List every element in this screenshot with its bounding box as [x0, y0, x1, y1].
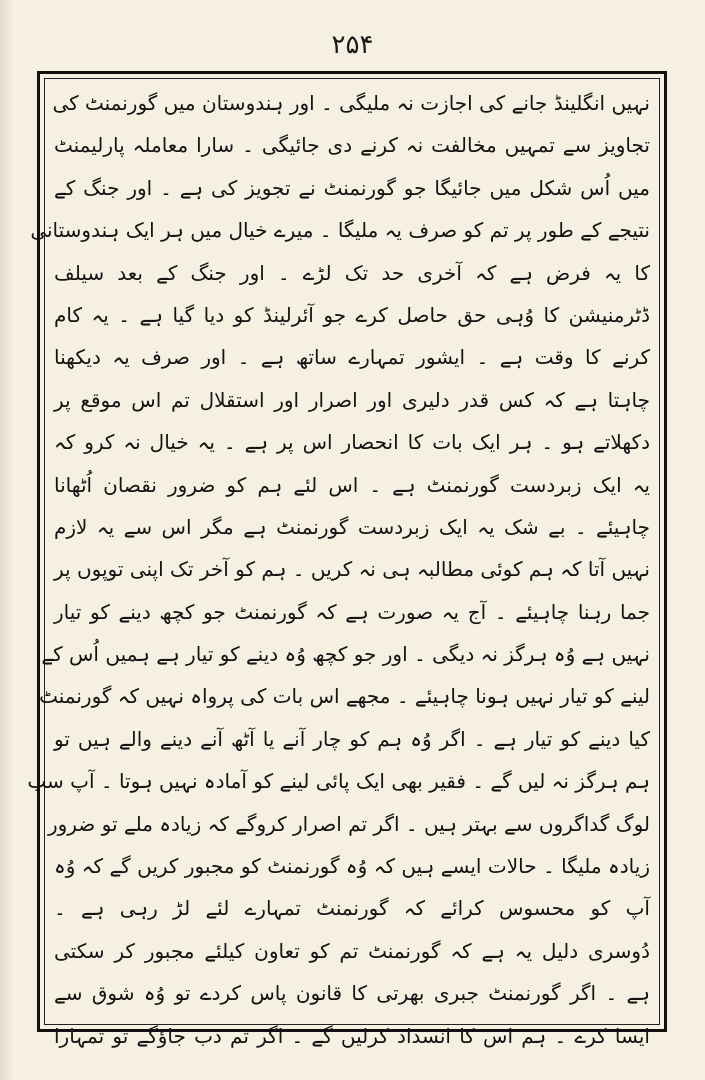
text-line: آپ کو محسوس کرائے کہ گورنمنٹ تمہارے لئے لڑ رہی ہے ۔ — [54, 896, 650, 921]
text-line: جما رہنا چاہیئے ۔ آج یہ صورت ہے کہ گورنمنٹ جو کچھ دینے کو تیار — [54, 599, 650, 624]
text-line: ہے ۔ اگر گورنمنٹ جبری بھرتی کا قانون پاس کردے تو وُہ شوق سے — [54, 981, 650, 1006]
text-line: کرنے کا وقت ہے ۔ ایشور تمہارے ساتھ ہے ۔ اور صرف یہ دیکھنا — [54, 345, 650, 370]
text-line: کا یہ فرض ہے کہ آخری حد تک لڑے ۔ اور جنگ کے بعد سیلف — [54, 260, 650, 285]
text-line: ڈٹرمنیشن کا وُہی حق حاصل کرے جو آئرلینڈ کو دیا گیا ہے ۔ یہ کام — [54, 302, 650, 327]
text-line: چاہتا ہے کہ کس قدر دلیری اور اصرار اور استقلال تم اس موقع پر — [54, 387, 650, 412]
text-line: زیادہ ملیگا ۔ حالات ایسے ہیں کہ وُہ گورنمنٹ کو مجبور کریں گے کہ وُہ — [54, 854, 650, 879]
text-line: دکھلاتے ہو ۔ ہر ایک بات کا انحصار اس پر ہے ۔ یہ خیال نہ کرو کہ — [54, 430, 650, 455]
text-line: ہم ہرگز نہ لیں گے ۔ فقیر بھی ایک پائی لینے کو آمادہ نہیں ہوتا ۔ آپ سب — [27, 769, 650, 794]
text-line: لوگ گداگروں سے بہتر ہیں ۔ اگر تم اصرار کروگے کہ زیادہ ملے تو ضرور — [47, 811, 650, 836]
page-number: ۲۵۴ — [331, 30, 374, 60]
text-line: لینے کو تیار نہیں ہونا چاہیئے ۔ مجھے اس بات کی پرواہ نہیں کہ گورنمنٹ — [39, 684, 650, 709]
text-line: ایسا کرے ۔ ہم اس کا انسداد کرلیں گے ۔ اگر تم دب جاؤگے تو تمہارا — [54, 1023, 650, 1048]
text-line: میں اُس شکل میں جائیگا جو گورنمنٹ نے تجویز کی ہے ۔ اور جنگ کے — [54, 175, 650, 200]
text-line: تجاویز سے تمہیں مخالفت نہ کرنے دی جائیگی ۔ سارا معاملہ پارلیمنٹ — [54, 133, 650, 158]
text-line: چاہیئے ۔ بے شک یہ ایک زبردست گورنمنٹ ہے مگر اس سے یہ لازم — [54, 514, 650, 539]
text-line: نتیجے کے طور پر تم کو صرف یہ ملیگا ۔ میرے خیال میں ہر ایک ہندوستانی — [30, 218, 650, 243]
text-line: یہ ایک زبردست گورنمنٹ ہے ۔ اس لئے ہم کو ضرور نقصان اُٹھانا — [54, 472, 650, 497]
text-line: نہیں ہے وُہ ہرگز نہ دیگی ۔ اور جو کچھ وُہ دینے کو تیار ہے ہمیں اُس کے — [41, 642, 650, 667]
text-line: نہیں آتا کہ ہم کوئی مطالبہ ہی نہ کریں ۔ ہم کو آخر تک اپنی توپوں پر — [54, 557, 650, 582]
body-text — [27, 82, 650, 1048]
page-edge — [0, 0, 14, 1080]
text-line: نہیں انگلینڈ جانے کی اجازت نہ ملیگی ۔ اور ہندوستان میں گورنمنٹ کی — [52, 91, 650, 115]
text-line: کیا دینے کو تیار ہے ۔ اگر وُہ ہم کو چار آنے یا آٹھ آنے دینے والے ہیں تو — [54, 726, 650, 751]
text-line: دُوسری دلیل یہ ہے کہ گورنمنٹ تم کو تعاون کیلئے مجبور کر سکتی — [54, 938, 650, 963]
